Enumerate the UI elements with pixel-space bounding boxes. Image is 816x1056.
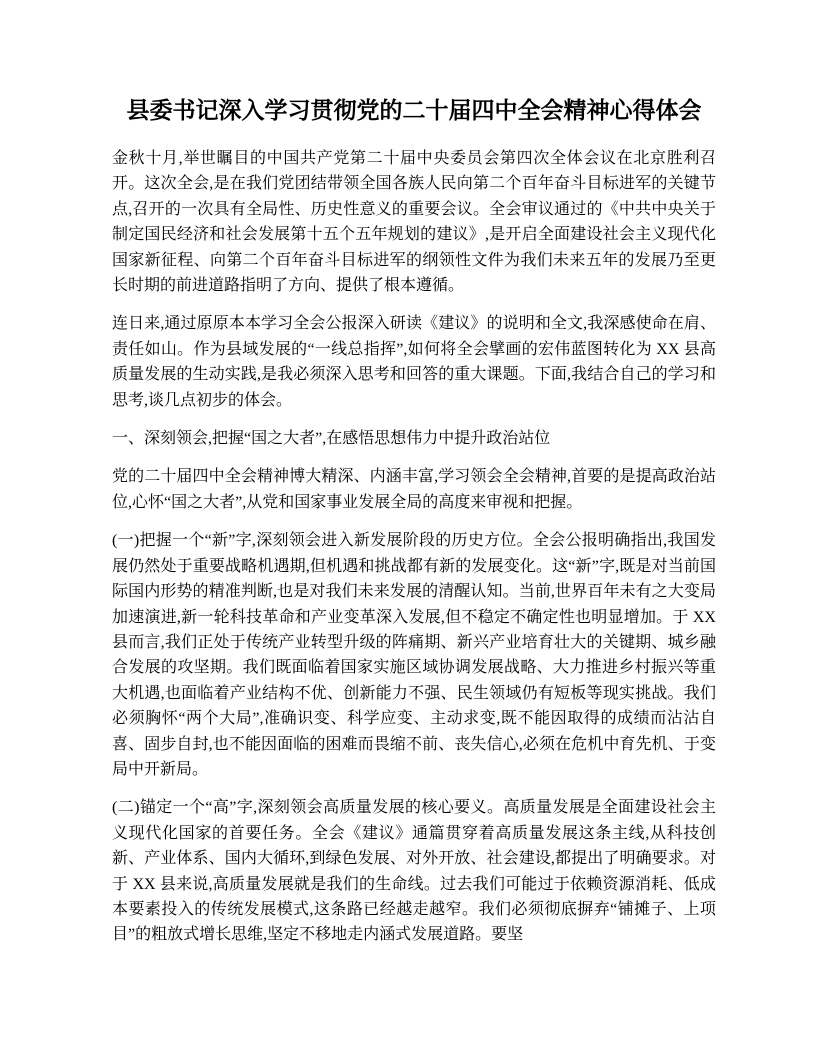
section-1-point-2-paragraph: (二)锚定一个“高”字,深刻领会高质量发展的核心要义。高质量发展是全面建设社会主义现代化国家的首要任务。全会《建议》通篇贯穿着高质量发展这条主线,从科技创新、产业体系、国内大循环,到绿色发展、对外开放、社会建设,都提出了明确要求。对于 XX 县来说,高质量发展就是我们的生命线。过去我们可能过于依赖资源消耗、低成本要素投入的传统发展模式,这条路已经越走越窄。我们必须彻底摒弃“铺摊子、上项目”的粗放式增长思维,坚定不移地走内涵式发展道路。要坚 bbox=[112, 799, 716, 944]
section-1-heading: 一、深刻领会,把握“国之大者”,在感悟思想伟力中提升政治站位 bbox=[112, 430, 551, 448]
paragraph-intro: 连日来,通过原原本本学习全会公报深入研读《建议》的说明和全文,我深感使命在肩、责任如山。作为县域发展的“一线总指挥”,如何将全会擘画的宏伟蓝图转化为 XX 县高质量发展的生动实践,是我必须深入思考和回答的重大课题。下面,我结合自己的学习和思考,谈几点初步的体会。 bbox=[112, 315, 716, 409]
section-1-lead-paragraph: 党的二十届四中全会精神博大精深、内涵丰富,学习领会全会精神,首要的是提高政治站位,心怀“国之大者”,从党和国家事业发展全局的高度来审视和把握。 bbox=[112, 468, 716, 511]
section-1-point-1-paragraph: (一)把握一个“新”字,深刻领会进入新发展阶段的历史方位。全会公报明确指出,我国发展仍然处于重要战略机遇期,但机遇和挑战都有新的发展变化。这“新”字,既是对当前国际国内形势的精准判断,也是对我们未来发展的清醒认知。当前,世界百年未有之大变局加速演进,新一轮科技革命和产业变革深入发展,但不稳定不确定性也明显增加。于 XX 县而言,我们正处于传统产业转型升级的阵痛期、新兴产业培育壮大的关键期、城乡融合发展的攻坚期。我们既面临着国家实施区域协调发展战略、大力推进乡村振兴等重大机遇,也面临着产业结构不优、创新能力不强、民生领域仍有短板等现实挑战。我们必须胸怀“两个大局”,准确识变、科学应变、主动求变,既不能因取得的成绩而沾沾自喜、固步自封,也不能因面临的困难而畏缩不前、丧失信心,必须在危机中育先机、于变局中开新局。 bbox=[112, 532, 716, 778]
document-title: 县委书记深入学习贯彻党的二十届四中全会精神心得体会 bbox=[126, 98, 702, 123]
paragraph-opening: 金秋十月,举世瞩目的中国共产党第二十届中央委员会第四次全体会议在北京胜利召开。这次全会,是在我们党团结带领全国各族人民向第二个百年奋斗目标进军的关键节点,召开的一次具有全局性、历史性意义的重要会议。全会审议通过的《中共中央关于制定国民经济和社会发展第十五个五年规划的建议》,是开启全面建设社会主义现代化国家新征程、向第二个百年奋斗目标进军的纲领性文件为我们未来五年的发展乃至更长时期的前进道路指明了方向、提供了根本遵循。 bbox=[112, 150, 716, 295]
